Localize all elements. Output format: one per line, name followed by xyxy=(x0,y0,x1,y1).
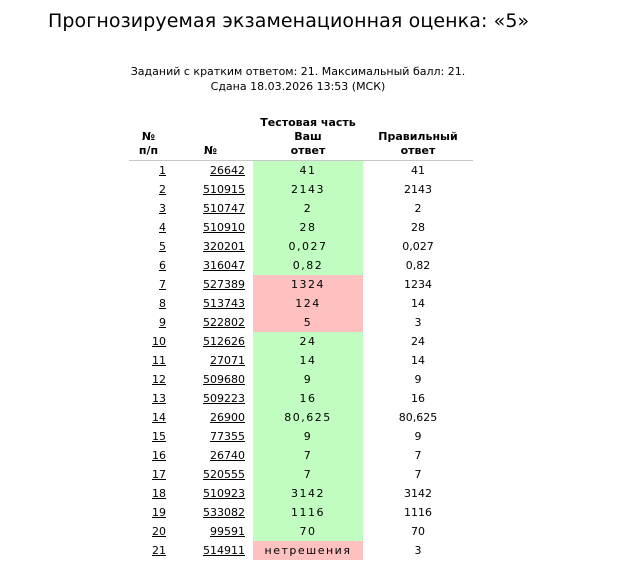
column-header-correct-answer xyxy=(363,130,473,161)
row-number-link[interactable]: 19 xyxy=(152,506,166,519)
your-answer-cell: 16 xyxy=(253,389,363,408)
row-number-cell xyxy=(129,218,168,237)
your-answer-cell: 41 xyxy=(253,161,363,181)
row-number-link[interactable]: 5 xyxy=(159,240,166,253)
task-id-cell xyxy=(168,237,253,256)
your-answer-cell: 7 xyxy=(253,465,363,484)
task-id-link[interactable]: 512626 xyxy=(203,335,245,348)
task-id-cell xyxy=(168,427,253,446)
task-id-link[interactable]: 520555 xyxy=(203,468,245,481)
row-number-cell xyxy=(129,427,168,446)
column-header-number-line2: п/п xyxy=(138,144,159,157)
correct-answer-cell: 9 xyxy=(414,430,422,443)
section-title: Тестовая часть xyxy=(260,116,356,129)
your-answer-cell: 24 xyxy=(253,332,363,351)
row-number-cell xyxy=(129,484,168,503)
row-number-link[interactable]: 6 xyxy=(159,259,166,272)
your-answer-cell: 3142 xyxy=(253,484,363,503)
submission-date: Сдана 18.03.2026 13:53 (МСК) xyxy=(210,80,386,93)
row-number-link[interactable]: 7 xyxy=(159,278,166,291)
row-number-link[interactable]: 4 xyxy=(159,221,166,234)
row-number-cell xyxy=(129,465,168,484)
row-number-link[interactable]: 20 xyxy=(152,525,166,538)
row-number-link[interactable]: 15 xyxy=(152,430,166,443)
task-id-link[interactable]: 527389 xyxy=(203,278,245,291)
your-answer-cell: 70 xyxy=(253,522,363,541)
table-row xyxy=(129,218,473,237)
table-row xyxy=(129,332,473,351)
your-answer-cell: 1324 xyxy=(253,275,363,294)
table-row xyxy=(129,180,473,199)
task-id-link[interactable]: 99591 xyxy=(210,525,245,538)
task-id-link[interactable]: 510923 xyxy=(203,487,245,500)
correct-answer-cell: 14 xyxy=(411,354,425,367)
row-number-cell xyxy=(129,522,168,541)
task-id-link[interactable]: 522802 xyxy=(203,316,245,329)
table-row xyxy=(129,446,473,465)
table-row xyxy=(129,199,473,218)
task-id-link[interactable]: 510747 xyxy=(203,202,245,215)
task-id-link[interactable]: 509680 xyxy=(203,373,245,386)
results-table xyxy=(129,116,473,560)
table-header-row-2 xyxy=(129,130,473,161)
task-id-cell xyxy=(168,503,253,522)
table-row xyxy=(129,351,473,370)
column-header-task-id: № xyxy=(168,130,253,161)
row-number-link[interactable]: 16 xyxy=(152,449,166,462)
column-header-correct-answer-line2: ответ xyxy=(400,144,436,157)
table-row xyxy=(129,408,473,427)
table-row xyxy=(129,541,473,560)
row-number-link[interactable]: 8 xyxy=(159,297,166,310)
correct-answer-cell: 9 xyxy=(414,373,422,386)
correct-answer-cell: 16 xyxy=(411,392,425,405)
column-header-correct-answer-line1: Правильный xyxy=(378,130,458,143)
task-id-cell xyxy=(168,446,253,465)
correct-answer-cell: 3 xyxy=(414,316,422,329)
your-answer-cell: 80,625 xyxy=(253,408,363,427)
task-id-cell xyxy=(168,180,253,199)
your-answer-cell: 28 xyxy=(253,218,363,237)
correct-answer-cell: 3142 xyxy=(404,487,432,500)
page-title: Прогнозируемая экзаменационная оценка: «5» xyxy=(48,10,530,32)
task-id-cell xyxy=(168,522,253,541)
task-id-link[interactable]: 26740 xyxy=(210,449,245,462)
correct-answer-cell: 80,625 xyxy=(398,411,438,424)
row-number-cell xyxy=(129,256,168,275)
task-id-cell xyxy=(168,370,253,389)
row-number-cell xyxy=(129,180,168,199)
your-answer-cell: 9 xyxy=(253,427,363,446)
table-row xyxy=(129,237,473,256)
your-answer-cell: 0,027 xyxy=(253,237,363,256)
column-header-your-answer xyxy=(253,130,363,161)
correct-answer-cell: 24 xyxy=(411,335,425,348)
row-number-cell xyxy=(129,541,168,560)
header-empty xyxy=(129,116,168,130)
your-answer-cell: 0,82 xyxy=(253,256,363,275)
task-id-link[interactable]: 510910 xyxy=(203,221,245,234)
row-number-cell xyxy=(129,389,168,408)
task-summary: Заданий с кратким ответом: 21. Максимальный балл: 21. xyxy=(130,65,466,78)
column-header-your-answer-line1: Ваш xyxy=(294,130,322,143)
table-row xyxy=(129,465,473,484)
task-id-link[interactable]: 533082 xyxy=(203,506,245,519)
task-id-link[interactable]: 510915 xyxy=(203,183,245,196)
column-header-number-line1: № xyxy=(141,130,156,143)
your-answer-cell: 9 xyxy=(253,370,363,389)
row-number-cell xyxy=(129,161,168,181)
task-id-cell xyxy=(168,256,253,275)
column-header-number xyxy=(129,130,168,161)
correct-answer-cell: 1116 xyxy=(404,506,432,519)
table-row xyxy=(129,522,473,541)
row-number-cell xyxy=(129,351,168,370)
your-answer-cell: 2143 xyxy=(253,180,363,199)
task-id-cell xyxy=(168,313,253,332)
table-row xyxy=(129,389,473,408)
table-row xyxy=(129,503,473,522)
row-number-link[interactable]: 11 xyxy=(152,354,166,367)
task-id-cell xyxy=(168,408,253,427)
row-number-cell xyxy=(129,332,168,351)
task-id-cell xyxy=(168,351,253,370)
correct-answer-cell: 0,82 xyxy=(405,259,431,272)
row-number-link[interactable]: 17 xyxy=(152,468,166,481)
row-number-cell xyxy=(129,313,168,332)
row-number-link[interactable]: 18 xyxy=(152,487,166,500)
task-id-link[interactable]: 77355 xyxy=(210,430,245,443)
task-id-cell xyxy=(168,389,253,408)
task-id-cell xyxy=(168,294,253,313)
row-number-cell xyxy=(129,294,168,313)
task-id-cell xyxy=(168,465,253,484)
task-id-cell xyxy=(168,199,253,218)
task-id-link[interactable]: 320201 xyxy=(203,240,245,253)
row-number-link[interactable]: 10 xyxy=(152,335,166,348)
your-answer-cell: 7 xyxy=(253,446,363,465)
row-number-link[interactable]: 3 xyxy=(159,202,166,215)
row-number-cell xyxy=(129,199,168,218)
your-answer-cell: 1116 xyxy=(253,503,363,522)
table-row xyxy=(129,370,473,389)
your-answer-cell: 14 xyxy=(253,351,363,370)
task-id-link[interactable]: 26900 xyxy=(210,411,245,424)
row-number-cell xyxy=(129,408,168,427)
correct-answer-cell: 7 xyxy=(414,468,422,481)
correct-answer-cell: 3 xyxy=(414,544,422,557)
row-number-cell xyxy=(129,237,168,256)
row-number-cell xyxy=(129,446,168,465)
task-id-link[interactable]: 316047 xyxy=(203,259,245,272)
correct-answer-cell: 41 xyxy=(411,164,425,177)
row-number-link[interactable]: 13 xyxy=(152,392,166,405)
task-id-cell xyxy=(168,541,253,560)
correct-answer-cell: 7 xyxy=(414,449,422,462)
task-id-link[interactable]: 514911 xyxy=(203,544,245,557)
task-id-cell xyxy=(168,484,253,503)
row-number-cell xyxy=(129,503,168,522)
task-id-cell xyxy=(168,275,253,294)
correct-answer-cell: 0,027 xyxy=(402,240,434,253)
table-row xyxy=(129,313,473,332)
row-number-link[interactable]: 12 xyxy=(152,373,166,386)
correct-answer-cell: 70 xyxy=(411,525,425,538)
task-id-link[interactable]: 27071 xyxy=(210,354,245,367)
header-empty xyxy=(168,116,253,130)
table-row xyxy=(129,294,473,313)
header-empty xyxy=(363,116,473,130)
task-id-link[interactable]: 26642 xyxy=(210,164,245,177)
row-number-link[interactable]: 14 xyxy=(152,411,166,424)
correct-answer-cell: 2143 xyxy=(404,183,432,196)
correct-answer-cell: 2 xyxy=(414,202,422,215)
column-header-your-answer-line2: ответ xyxy=(290,144,326,157)
row-number-link[interactable]: 2 xyxy=(159,183,166,196)
row-number-link[interactable]: 21 xyxy=(152,544,166,557)
your-answer-cell: 5 xyxy=(253,313,363,332)
table-header-row-1 xyxy=(129,116,473,130)
task-id-link[interactable]: 513743 xyxy=(203,297,245,310)
your-answer-cell: нетрешения xyxy=(253,541,363,560)
correct-answer-cell: 1234 xyxy=(404,278,432,291)
correct-answer-cell: 14 xyxy=(411,297,425,310)
results-table-body xyxy=(129,161,473,561)
task-id-link[interactable]: 509223 xyxy=(203,392,245,405)
your-answer-cell: 124 xyxy=(253,294,363,313)
table-row xyxy=(129,427,473,446)
table-row xyxy=(129,256,473,275)
task-id-cell xyxy=(168,218,253,237)
table-row xyxy=(129,484,473,503)
table-row xyxy=(129,275,473,294)
task-id-cell xyxy=(168,332,253,351)
row-number-link[interactable]: 9 xyxy=(159,316,166,329)
task-id-cell xyxy=(168,161,253,181)
row-number-cell xyxy=(129,275,168,294)
row-number-cell xyxy=(129,370,168,389)
correct-answer-cell: 28 xyxy=(411,221,425,234)
your-answer-cell: 2 xyxy=(253,199,363,218)
table-row xyxy=(129,161,473,181)
row-number-link[interactable]: 1 xyxy=(159,164,166,177)
